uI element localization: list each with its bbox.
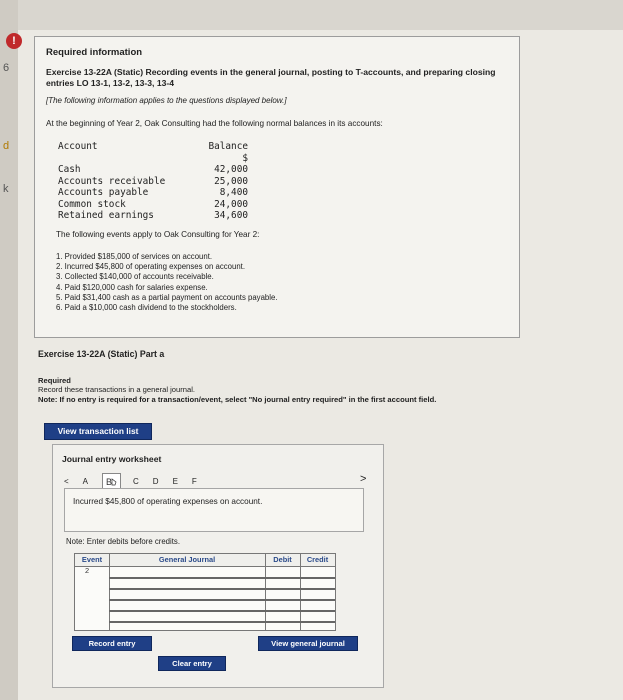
balances-table (58, 141, 248, 222)
applies-note: [The following information applies to the questions displayed below.] (46, 96, 287, 105)
list-item: 4. Paid $120,000 cash for salaries expense. (56, 282, 208, 292)
general-journal-column-header: General Journal (158, 555, 216, 564)
edge-mark: 6 (3, 62, 10, 74)
view-general-journal-button[interactable]: View general journal (258, 636, 358, 651)
part-requirements (38, 376, 436, 404)
events-intro: The following events apply to Oak Consulting for Year 2: (56, 230, 260, 239)
table-row[interactable] (109, 599, 335, 601)
edge-mark: d (3, 140, 10, 152)
hand-cursor-icon (103, 474, 120, 489)
transaction-description-box (64, 488, 364, 532)
list-item: 1. Provided $185,000 of services on account. (56, 252, 213, 261)
currency-symbol: $ (242, 152, 248, 164)
table-row (58, 164, 248, 176)
tab-c[interactable]: C (133, 477, 139, 486)
view-transaction-list-button[interactable]: View transaction list (44, 423, 152, 440)
edge-mark: k (3, 183, 9, 195)
table-row[interactable] (109, 577, 335, 579)
events-list (56, 252, 278, 313)
account-name: Cash (58, 164, 81, 175)
tab-e[interactable]: E (172, 477, 178, 486)
list-item: 6. Paid a $10,000 cash dividend to the stockholders. (56, 303, 237, 313)
next-arrow-icon[interactable]: > (360, 473, 367, 485)
table-header (58, 141, 248, 153)
instruction-text: Record these transactions in a general journal. (38, 385, 196, 395)
intro-text: At the beginning of Year 2, Oak Consulting had the following normal balances in its accounts: (46, 119, 383, 128)
table-row[interactable] (109, 610, 335, 612)
tab-a[interactable]: A (82, 477, 89, 486)
debits-note: Note: Enter debits before credits. (66, 537, 180, 546)
table-row[interactable] (109, 588, 335, 590)
event-number: 2 (85, 566, 90, 575)
journal-entry-grid (74, 553, 336, 631)
account-name: Accounts payable (58, 187, 149, 198)
worksheet-title: Journal entry worksheet (62, 454, 162, 464)
left-edge-strip (0, 0, 18, 700)
list-item: 3. Collected $140,000 of accounts receivable. (56, 272, 214, 282)
tab-d[interactable]: D (152, 477, 159, 486)
table-row (58, 187, 248, 199)
alert-icon: ! (6, 33, 22, 49)
account-column-header: Account (58, 141, 98, 152)
account-name: Common stock (58, 198, 126, 210)
table-row (58, 176, 248, 188)
selected-tab-label: B (106, 477, 113, 487)
account-balance: 8,400 (219, 187, 248, 198)
account-balance: 42,000 (214, 164, 248, 175)
required-information-heading: Required information (46, 47, 143, 58)
credit-column-header: Credit (306, 555, 329, 564)
balance-column-header: Balance (208, 141, 248, 152)
part-title: Exercise 13-22A (Static) Part a (38, 349, 165, 359)
record-entry-button[interactable]: Record entry (72, 636, 152, 651)
account-name: Accounts receivable (58, 175, 166, 187)
account-balance: 34,600 (214, 210, 248, 221)
table-row (58, 210, 248, 222)
required-label: Required (38, 376, 71, 385)
list-item: 2. Incurred $45,800 of operating expenses on account. (56, 262, 245, 272)
clear-entry-button[interactable]: Clear entry (158, 656, 226, 671)
transaction-description: Incurred $45,800 of operating expenses on account. (73, 497, 263, 506)
account-balance: 25,000 (214, 175, 248, 187)
table-row[interactable] (109, 621, 335, 623)
event-column-header: Event (81, 555, 103, 564)
account-name: Retained earnings (58, 210, 154, 221)
debit-column-header: Debit (273, 555, 292, 564)
tab-f[interactable]: F (191, 477, 197, 486)
note-label: Note: (38, 394, 58, 404)
note-text: If no entry is required for a transaction/event, select "No journal entry required" in the first account field. (59, 394, 437, 404)
table-row (58, 199, 248, 211)
prev-arrow-icon[interactable]: < (64, 477, 69, 486)
list-item: 5. Paid $31,400 cash as a partial payment on accounts payable. (56, 292, 278, 302)
account-balance: 24,000 (214, 198, 248, 210)
exercise-title: Exercise 13-22A (Static) Recording events in the general journal, posting to T-accounts, and preparing closing entries LO 13-1, 13-2, 13-3, 13-4 (46, 67, 496, 88)
note-line (38, 395, 436, 404)
